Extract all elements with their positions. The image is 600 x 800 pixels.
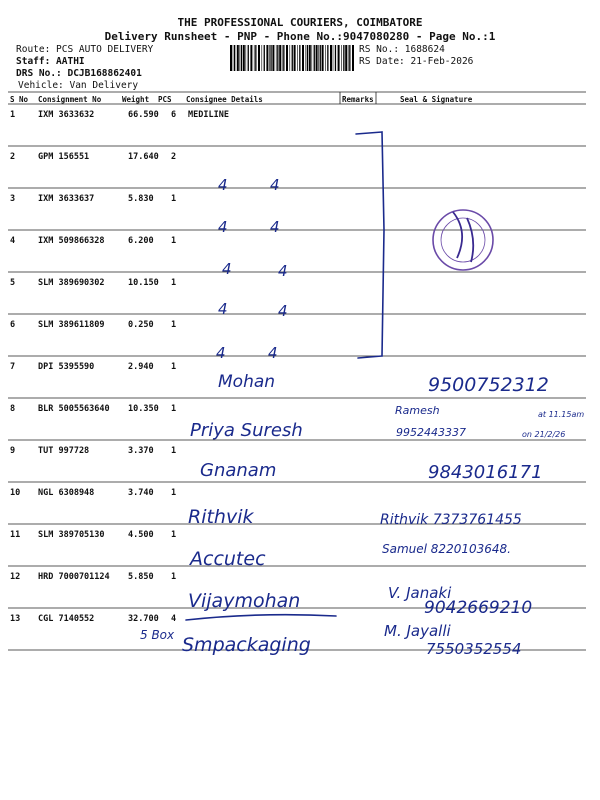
rs-date: RS Date: 21-Feb-2026 — [359, 56, 474, 67]
underline-stroke — [186, 615, 336, 620]
tick-mark: 4 — [222, 260, 232, 278]
row-consignment-number: GPM 156551 — [38, 152, 90, 162]
row-pcs: 6 — [171, 110, 177, 120]
row-pcs: 1 — [171, 572, 177, 582]
row-weight: 66.590 — [128, 110, 159, 120]
row-weight: 0.250 — [128, 320, 154, 330]
row-pcs: 2 — [171, 152, 177, 162]
row-pcs: 1 — [171, 446, 177, 456]
row-sno: 3 — [10, 194, 16, 204]
consignee-handwritten-name: Mohan — [218, 372, 276, 392]
consignee-handwritten-name: Priya Suresh — [190, 420, 303, 441]
row-pcs: 4 — [171, 614, 177, 624]
row-weight: 3.370 — [128, 446, 154, 456]
receiver-signature: Rithvik 7373761455 — [380, 512, 522, 528]
bracket-mark — [356, 132, 384, 358]
receiver-phone: 9042669210 — [424, 598, 533, 618]
row-weight: 6.200 — [128, 236, 154, 246]
row-consignment-number: TUT 997728 — [38, 446, 90, 456]
col-header-seal-signature: Seal & Signature — [400, 95, 473, 104]
drs-number: DRS No.: DCJB168862401 — [16, 68, 142, 79]
row-sno: 4 — [10, 236, 16, 246]
col-header-consignee: Consignee Details — [186, 95, 263, 104]
tick-mark: 4 — [218, 300, 228, 318]
row-weight: 17.640 — [128, 152, 159, 162]
receiver-phone: 9952443337 — [396, 426, 466, 439]
row-sno: 1 — [10, 110, 16, 120]
receiver-signature: V. Janaki — [388, 584, 452, 602]
row-pcs: 1 — [171, 278, 177, 288]
col-header-remarks: Remarks — [342, 95, 374, 104]
row-consignment-number: CGL 7140552 — [38, 614, 95, 624]
tick-mark: 4 — [278, 302, 288, 320]
row-pcs: 1 — [171, 404, 177, 414]
row-weight: 5.850 — [128, 572, 154, 582]
receiver-signature: Samuel 8220103648. — [382, 542, 511, 556]
stamp-seal — [433, 210, 493, 270]
row-sno: 6 — [10, 320, 16, 330]
row-consignee-details: MEDILINE — [188, 110, 229, 120]
row-consignment-number: DPI 5395590 — [38, 362, 95, 372]
row-consignment-number: IXM 509866328 — [38, 236, 105, 246]
delivery-time-note: at 11.15am — [538, 410, 585, 419]
consignee-handwritten-name: Gnanam — [200, 460, 277, 481]
row-consignment-number: NGL 6308948 — [38, 488, 95, 498]
box-count-note: 5 Box — [140, 628, 175, 642]
row-pcs: 1 — [171, 362, 177, 372]
row-consignment-number: BLR 5005563640 — [38, 404, 110, 414]
row-pcs: 1 — [171, 320, 177, 330]
row-weight: 4.500 — [128, 530, 154, 540]
tick-mark: 4 — [216, 344, 226, 362]
vehicle-label: Vehicle: Van Delivery — [18, 80, 139, 91]
row-weight: 5.830 — [128, 194, 154, 204]
tick-mark: 4 — [270, 176, 280, 194]
row-sno: 10 — [10, 488, 21, 498]
row-consignment-number: IXM 3633637 — [38, 194, 95, 204]
row-weight: 2.940 — [128, 362, 154, 372]
row-weight: 10.150 — [128, 278, 159, 288]
courier-company-title: THE PROFESSIONAL COURIERS, COIMBATORE — [177, 16, 423, 29]
receiver-phone: 9843016171 — [428, 462, 543, 483]
runsheet-subtitle: Delivery Runsheet - PNP - Phone No.:9047080280 - Page No.:1 — [104, 30, 496, 43]
row-sno: 8 — [10, 404, 16, 414]
row-sno: 13 — [10, 614, 21, 624]
row-consignment-number: IXM 3633632 — [38, 110, 95, 120]
tick-mark: 4 — [270, 218, 280, 236]
rs-number: RS No.: 1688624 — [359, 44, 445, 55]
row-pcs: 1 — [171, 530, 177, 540]
row-sno: 12 — [10, 572, 21, 582]
row-consignment-number: HRD 7000701124 — [38, 572, 110, 582]
staff-label: Staff: AATHI — [16, 56, 85, 67]
receiver-signature: Ramesh — [395, 404, 440, 417]
row-weight: 10.350 — [128, 404, 159, 414]
tick-mark: 4 — [218, 218, 228, 236]
row-pcs: 1 — [171, 488, 177, 498]
receiver-phone: 9500752312 — [428, 374, 549, 396]
delivery-date-note: on 21/2/26 — [522, 430, 566, 439]
row-sno: 5 — [10, 278, 16, 288]
row-sno: 11 — [10, 530, 21, 540]
row-weight: 3.740 — [128, 488, 154, 498]
receiver-signature: M. Jayalli — [384, 622, 451, 640]
row-consignment-number: SLM 389690302 — [38, 278, 105, 288]
row-consignment-number: SLM 389611809 — [38, 320, 105, 330]
col-header-weight: Weight — [122, 95, 150, 104]
tick-mark: 4 — [268, 344, 278, 362]
row-sno: 2 — [10, 152, 16, 162]
col-header-sno: S No — [10, 95, 29, 104]
row-consignment-number: SLM 389705130 — [38, 530, 105, 540]
receiver-phone: 7550352554 — [426, 640, 522, 658]
row-sno: 9 — [10, 446, 16, 456]
consignee-handwritten-name: Smpackaging — [182, 634, 311, 656]
consignee-handwritten-name: Rithvik — [188, 506, 254, 528]
col-header-pcs: PCS — [158, 95, 172, 104]
row-pcs: 1 — [171, 236, 177, 246]
tick-mark: 4 — [278, 262, 288, 280]
col-header-consignment: Consignment No — [38, 95, 102, 104]
route-label: Route: PCS AUTO DELIVERY — [16, 44, 154, 55]
row-weight: 32.700 — [128, 614, 159, 624]
consignee-handwritten-name: Vijaymohan — [188, 590, 301, 612]
row-pcs: 1 — [171, 194, 177, 204]
row-sno: 7 — [10, 362, 16, 372]
consignee-handwritten-name: Accutec — [190, 548, 266, 570]
tick-mark: 4 — [218, 176, 228, 194]
